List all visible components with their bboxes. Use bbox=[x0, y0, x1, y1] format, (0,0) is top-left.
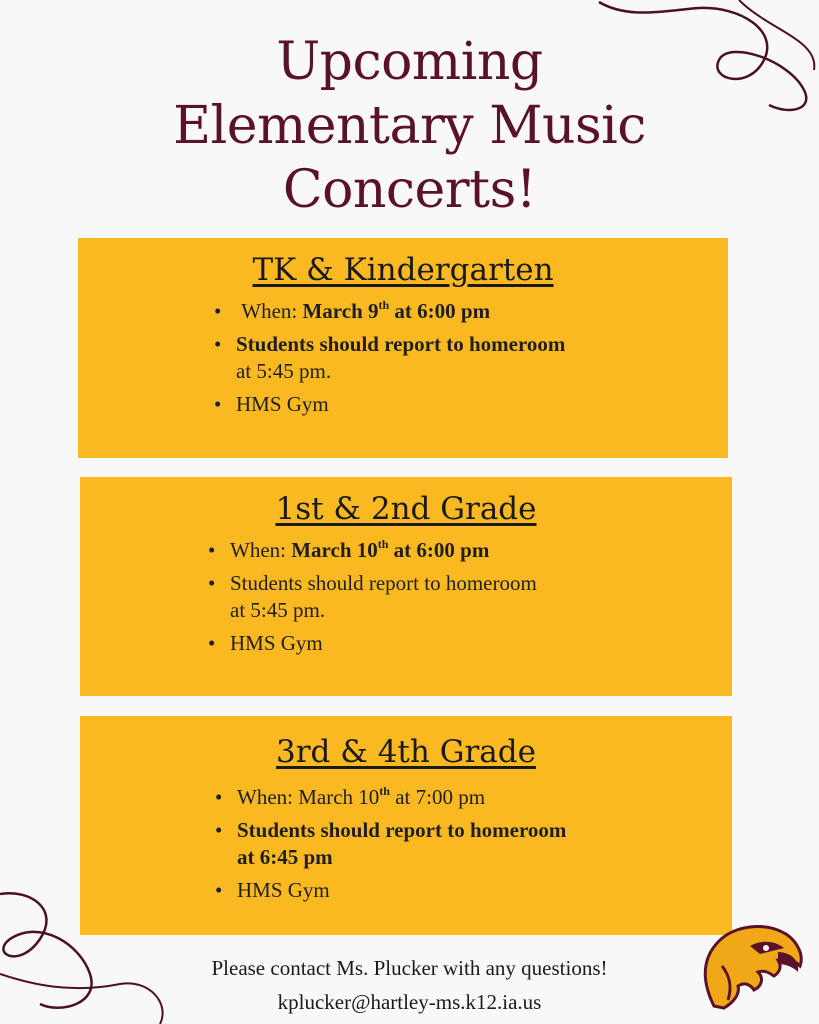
event-location: • HMS Gym bbox=[215, 877, 566, 904]
event-details-list bbox=[215, 784, 566, 910]
contact-email[interactable]: kplucker@hartley-ms.k12.ia.us bbox=[277, 990, 542, 1014]
event-when: • When: March 10th at 7:00 pm bbox=[215, 784, 566, 811]
event-card-tk-kindergarten bbox=[78, 238, 728, 458]
hawk-mascot-icon bbox=[694, 916, 806, 1011]
title-line-3: Concerts! bbox=[282, 160, 537, 220]
event-when: • When: March 9th at 6:00 pm bbox=[214, 298, 565, 325]
event-heading: TK & Kindergarten bbox=[252, 252, 554, 288]
title-line-1: Upcoming bbox=[276, 32, 543, 92]
event-report-time: • Students should report to homeroom at 5:45 pm. bbox=[214, 331, 565, 385]
page-title bbox=[0, 30, 819, 222]
event-location: • HMS Gym bbox=[208, 630, 537, 657]
event-card-1st-2nd-grade bbox=[80, 477, 732, 696]
title-line-2: Elementary Music bbox=[173, 96, 646, 156]
event-details-list bbox=[208, 537, 537, 663]
event-heading: 1st & 2nd Grade bbox=[275, 491, 537, 527]
event-when: • When: March 10th at 6:00 pm bbox=[208, 537, 537, 564]
event-report-time: • Students should report to homeroom at 6:45 pm bbox=[215, 817, 566, 871]
event-location: • HMS Gym bbox=[214, 391, 565, 418]
event-card-3rd-4th-grade bbox=[80, 716, 732, 935]
event-details-list bbox=[214, 298, 565, 424]
event-heading: 3rd & 4th Grade bbox=[276, 734, 536, 770]
event-report-time: • Students should report to homeroom at 5:45 pm. bbox=[208, 570, 537, 624]
contact-text: Please contact Ms. Plucker with any questions! bbox=[211, 956, 608, 980]
